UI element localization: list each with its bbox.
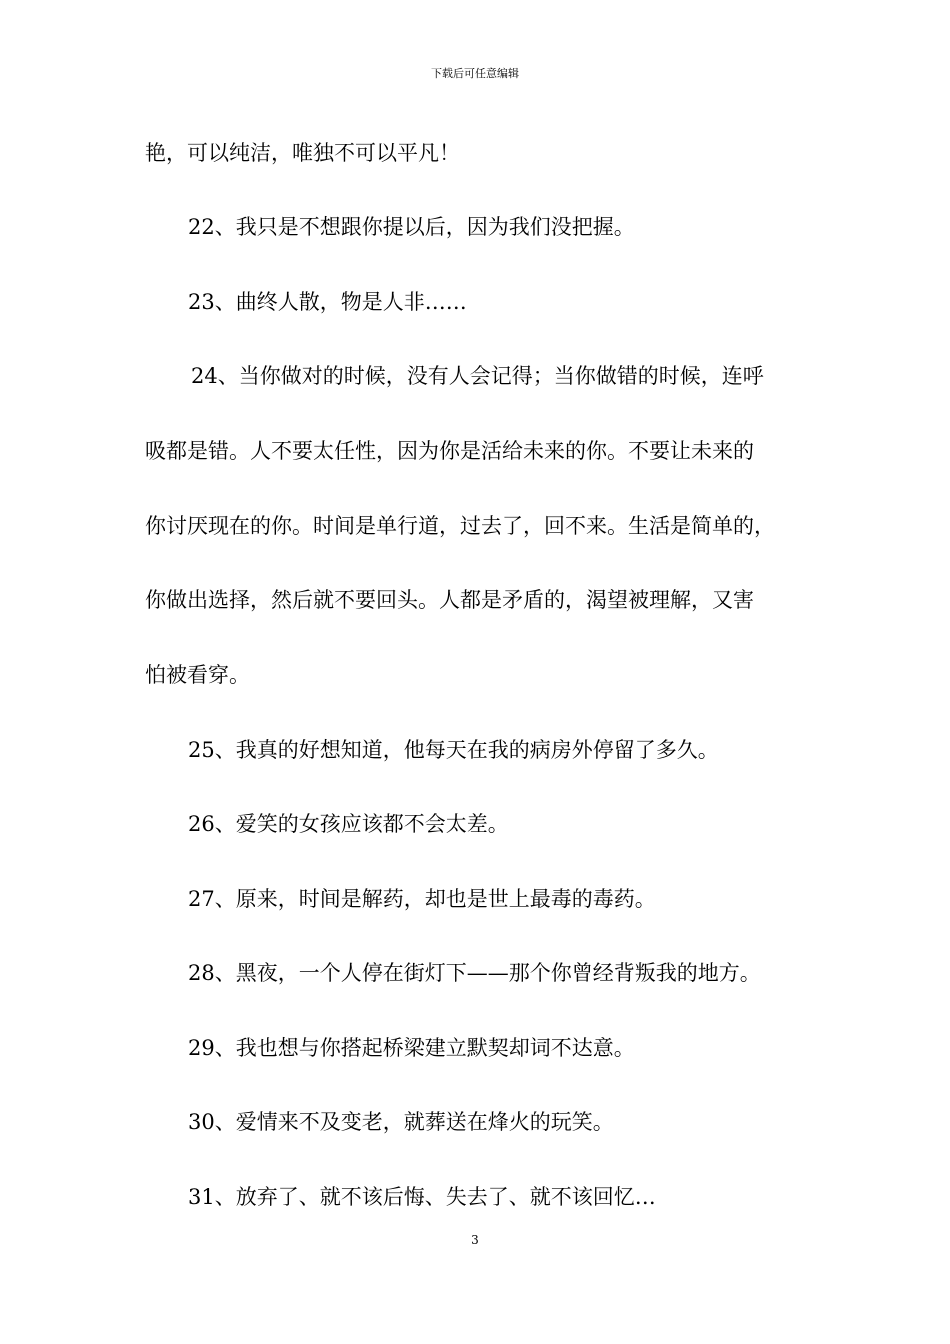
paragraph-line: 怕被看穿。 — [145, 663, 250, 687]
paragraph-line: 26、爱笑的女孩应该都不会太差。 — [188, 812, 509, 836]
paragraph-line: 24、当你做对的时候，没有人会记得；当你做错的时候，连呼 — [191, 364, 764, 388]
paragraph-line: 29、我也想与你搭起桥梁建立默契却词不达意。 — [188, 1036, 635, 1060]
paragraph-line: 28、黑夜，一个人停在街灯下——那个你曾经背叛我的地方。 — [188, 961, 761, 985]
paragraph-line: 31、放弃了、就不该后悔、失去了、就不该回忆… — [188, 1185, 656, 1209]
paragraph-line: 你做出选择，然后就不要回头。人都是矛盾的，渴望被理解，又害 — [145, 588, 754, 612]
paragraph-line: 30、爱情来不及变老，就葬送在烽火的玩笑。 — [188, 1110, 614, 1134]
page-header: 下载后可任意编辑 — [431, 67, 519, 80]
paragraph-line: 23、曲终人散，物是人非…… — [188, 290, 467, 314]
page-number: 3 — [471, 1233, 479, 1247]
paragraph-line: 25、我真的好想知道，他每天在我的病房外停留了多久。 — [188, 738, 719, 762]
paragraph-line: 22、我只是不想跟你提以后，因为我们没把握。 — [188, 215, 635, 239]
paragraph-line: 吸都是错。人不要太任性，因为你是活给未来的你。不要让未来的 — [145, 439, 754, 463]
paragraph-line: 27、原来，时间是解药，却也是世上最毒的毒药。 — [188, 887, 656, 911]
paragraph-line: 艳，可以纯洁，唯独不可以平凡！ — [145, 141, 460, 165]
paragraph-line: 你讨厌现在的你。时间是单行道，过去了，回不来。生活是简单的， — [145, 514, 775, 538]
